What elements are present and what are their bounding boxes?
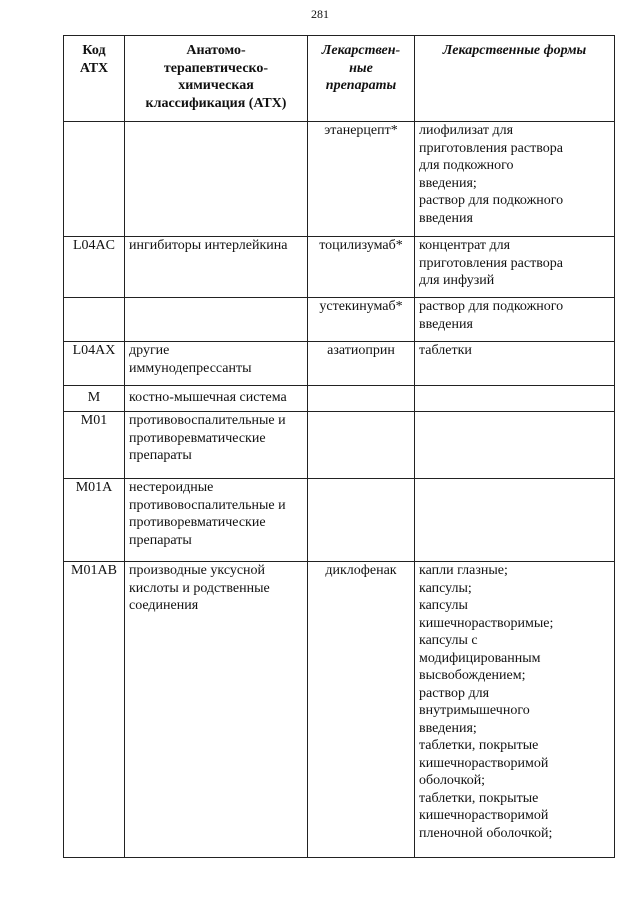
form-line: лиофилизат для: [419, 123, 514, 138]
code-cell: M01A: [64, 479, 125, 562]
table-row: [64, 412, 615, 479]
table-row: [64, 562, 615, 858]
classification-line: противоревматические: [129, 515, 266, 530]
form-line: таблетки, покрытые: [419, 738, 539, 753]
classification-line: производные уксусной: [129, 563, 266, 578]
forms-cell: [415, 298, 615, 342]
header-forms-line: Лекарственные формы: [442, 43, 587, 58]
header-classification-line: Анатомо-: [186, 43, 246, 58]
form-line: приготовления раствора: [419, 140, 563, 156]
header-drugs-line: ные: [349, 60, 373, 76]
drug-cell: тоцилизумаб*: [308, 237, 415, 298]
classification-cell: [125, 412, 308, 479]
classification-cell: [125, 122, 308, 237]
form-line: капсулы: [419, 598, 468, 613]
form-line: кишечнорастворимые;: [419, 615, 554, 631]
classification-cell: [125, 386, 308, 412]
drug-cell: [308, 386, 415, 412]
drug-cell: устекинумаб*: [308, 298, 415, 342]
code-cell: [64, 298, 125, 342]
classification-line: соединения: [129, 598, 199, 613]
form-line: пленочной оболочкой;: [419, 825, 553, 841]
form-line: введения: [419, 210, 473, 226]
drug-cell: азатиоприн: [308, 342, 415, 386]
form-line: капли глазные;: [419, 563, 508, 578]
classification-cell: [125, 342, 308, 386]
drug-cell: [308, 479, 415, 562]
form-line: капсулы;: [419, 580, 472, 596]
form-line: таблетки, покрытые: [419, 790, 539, 806]
table-row: [64, 298, 615, 342]
form-line: для инфузий: [419, 273, 495, 288]
form-line: внутримышечного: [419, 703, 530, 718]
classification-line: противоревматические: [129, 430, 266, 446]
atx-classification-table: [63, 35, 615, 858]
code-cell: L04AC: [64, 237, 125, 298]
form-line: введения: [419, 316, 473, 332]
header-classification: [125, 36, 308, 122]
header-drugs: [308, 36, 415, 122]
header-classification-line: классификация (АТХ): [145, 95, 287, 111]
form-line: модифицированным: [419, 650, 541, 666]
header-classification-line: терапевтическо-: [163, 60, 269, 76]
classification-line: ингибиторы интерлейкина: [129, 238, 288, 253]
forms-cell: [415, 122, 615, 237]
classification-line: препараты: [129, 448, 192, 463]
code-cell: M: [64, 386, 125, 412]
form-line: приготовления раствора: [419, 255, 563, 271]
table-header-row: [64, 36, 615, 122]
page-number: 281: [311, 7, 329, 21]
form-line: введения;: [419, 720, 477, 736]
form-line: таблетки: [419, 343, 472, 358]
form-line: высвобождением;: [419, 668, 526, 683]
header-drugs-line: Лекарствен-: [321, 43, 401, 58]
table-row: [64, 386, 615, 412]
forms-cell: [415, 342, 615, 386]
drug-cell: этанерцепт*: [308, 122, 415, 237]
form-line: капсулы с: [419, 633, 478, 648]
classification-line: другие: [129, 343, 170, 358]
forms-cell: [415, 386, 615, 412]
forms-cell: [415, 237, 615, 298]
table-row: [64, 342, 615, 386]
drug-cell: [308, 412, 415, 479]
form-line: концентрат для: [419, 238, 511, 253]
header-code-line: АТХ: [79, 60, 109, 76]
classification-line: противовоспалительные и: [129, 497, 286, 513]
form-line: введения;: [419, 175, 477, 191]
form-line: раствор для: [419, 685, 490, 701]
table-row: [64, 479, 615, 562]
header-drugs-line: препараты: [325, 78, 397, 93]
classification-line: иммунодепрессанты: [129, 360, 252, 376]
header-classification-line: химическая: [178, 78, 254, 93]
table-row: [64, 122, 615, 237]
header-forms: [415, 36, 615, 122]
forms-cell: [415, 562, 615, 858]
classification-line: противовоспалительные и: [129, 413, 286, 428]
form-line: раствор для подкожного: [419, 299, 564, 314]
classification-line: кислоты и родственные: [129, 580, 270, 596]
header-code: [64, 36, 125, 122]
code-cell: [64, 122, 125, 237]
classification-cell: [125, 237, 308, 298]
form-line: оболочкой;: [419, 773, 486, 788]
form-line: для подкожного: [419, 158, 514, 173]
classification-line: костно-мышечная система: [129, 390, 287, 405]
classification-cell: [125, 479, 308, 562]
header-code-line: Код: [82, 43, 106, 58]
code-cell: M01AB: [64, 562, 125, 858]
classification-cell: [125, 562, 308, 858]
classification-line: нестероидные: [129, 480, 214, 495]
forms-cell: [415, 412, 615, 479]
code-cell: M01: [64, 412, 125, 479]
classification-line: препараты: [129, 532, 192, 548]
classification-cell: [125, 298, 308, 342]
forms-cell: [415, 479, 615, 562]
code-cell: L04AX: [64, 342, 125, 386]
form-line: кишечнорастворимой: [419, 755, 549, 771]
table-row: [64, 237, 615, 298]
form-line: кишечнорастворимой: [419, 808, 549, 823]
form-line: раствор для подкожного: [419, 193, 564, 208]
drug-cell: диклофенак: [308, 562, 415, 858]
